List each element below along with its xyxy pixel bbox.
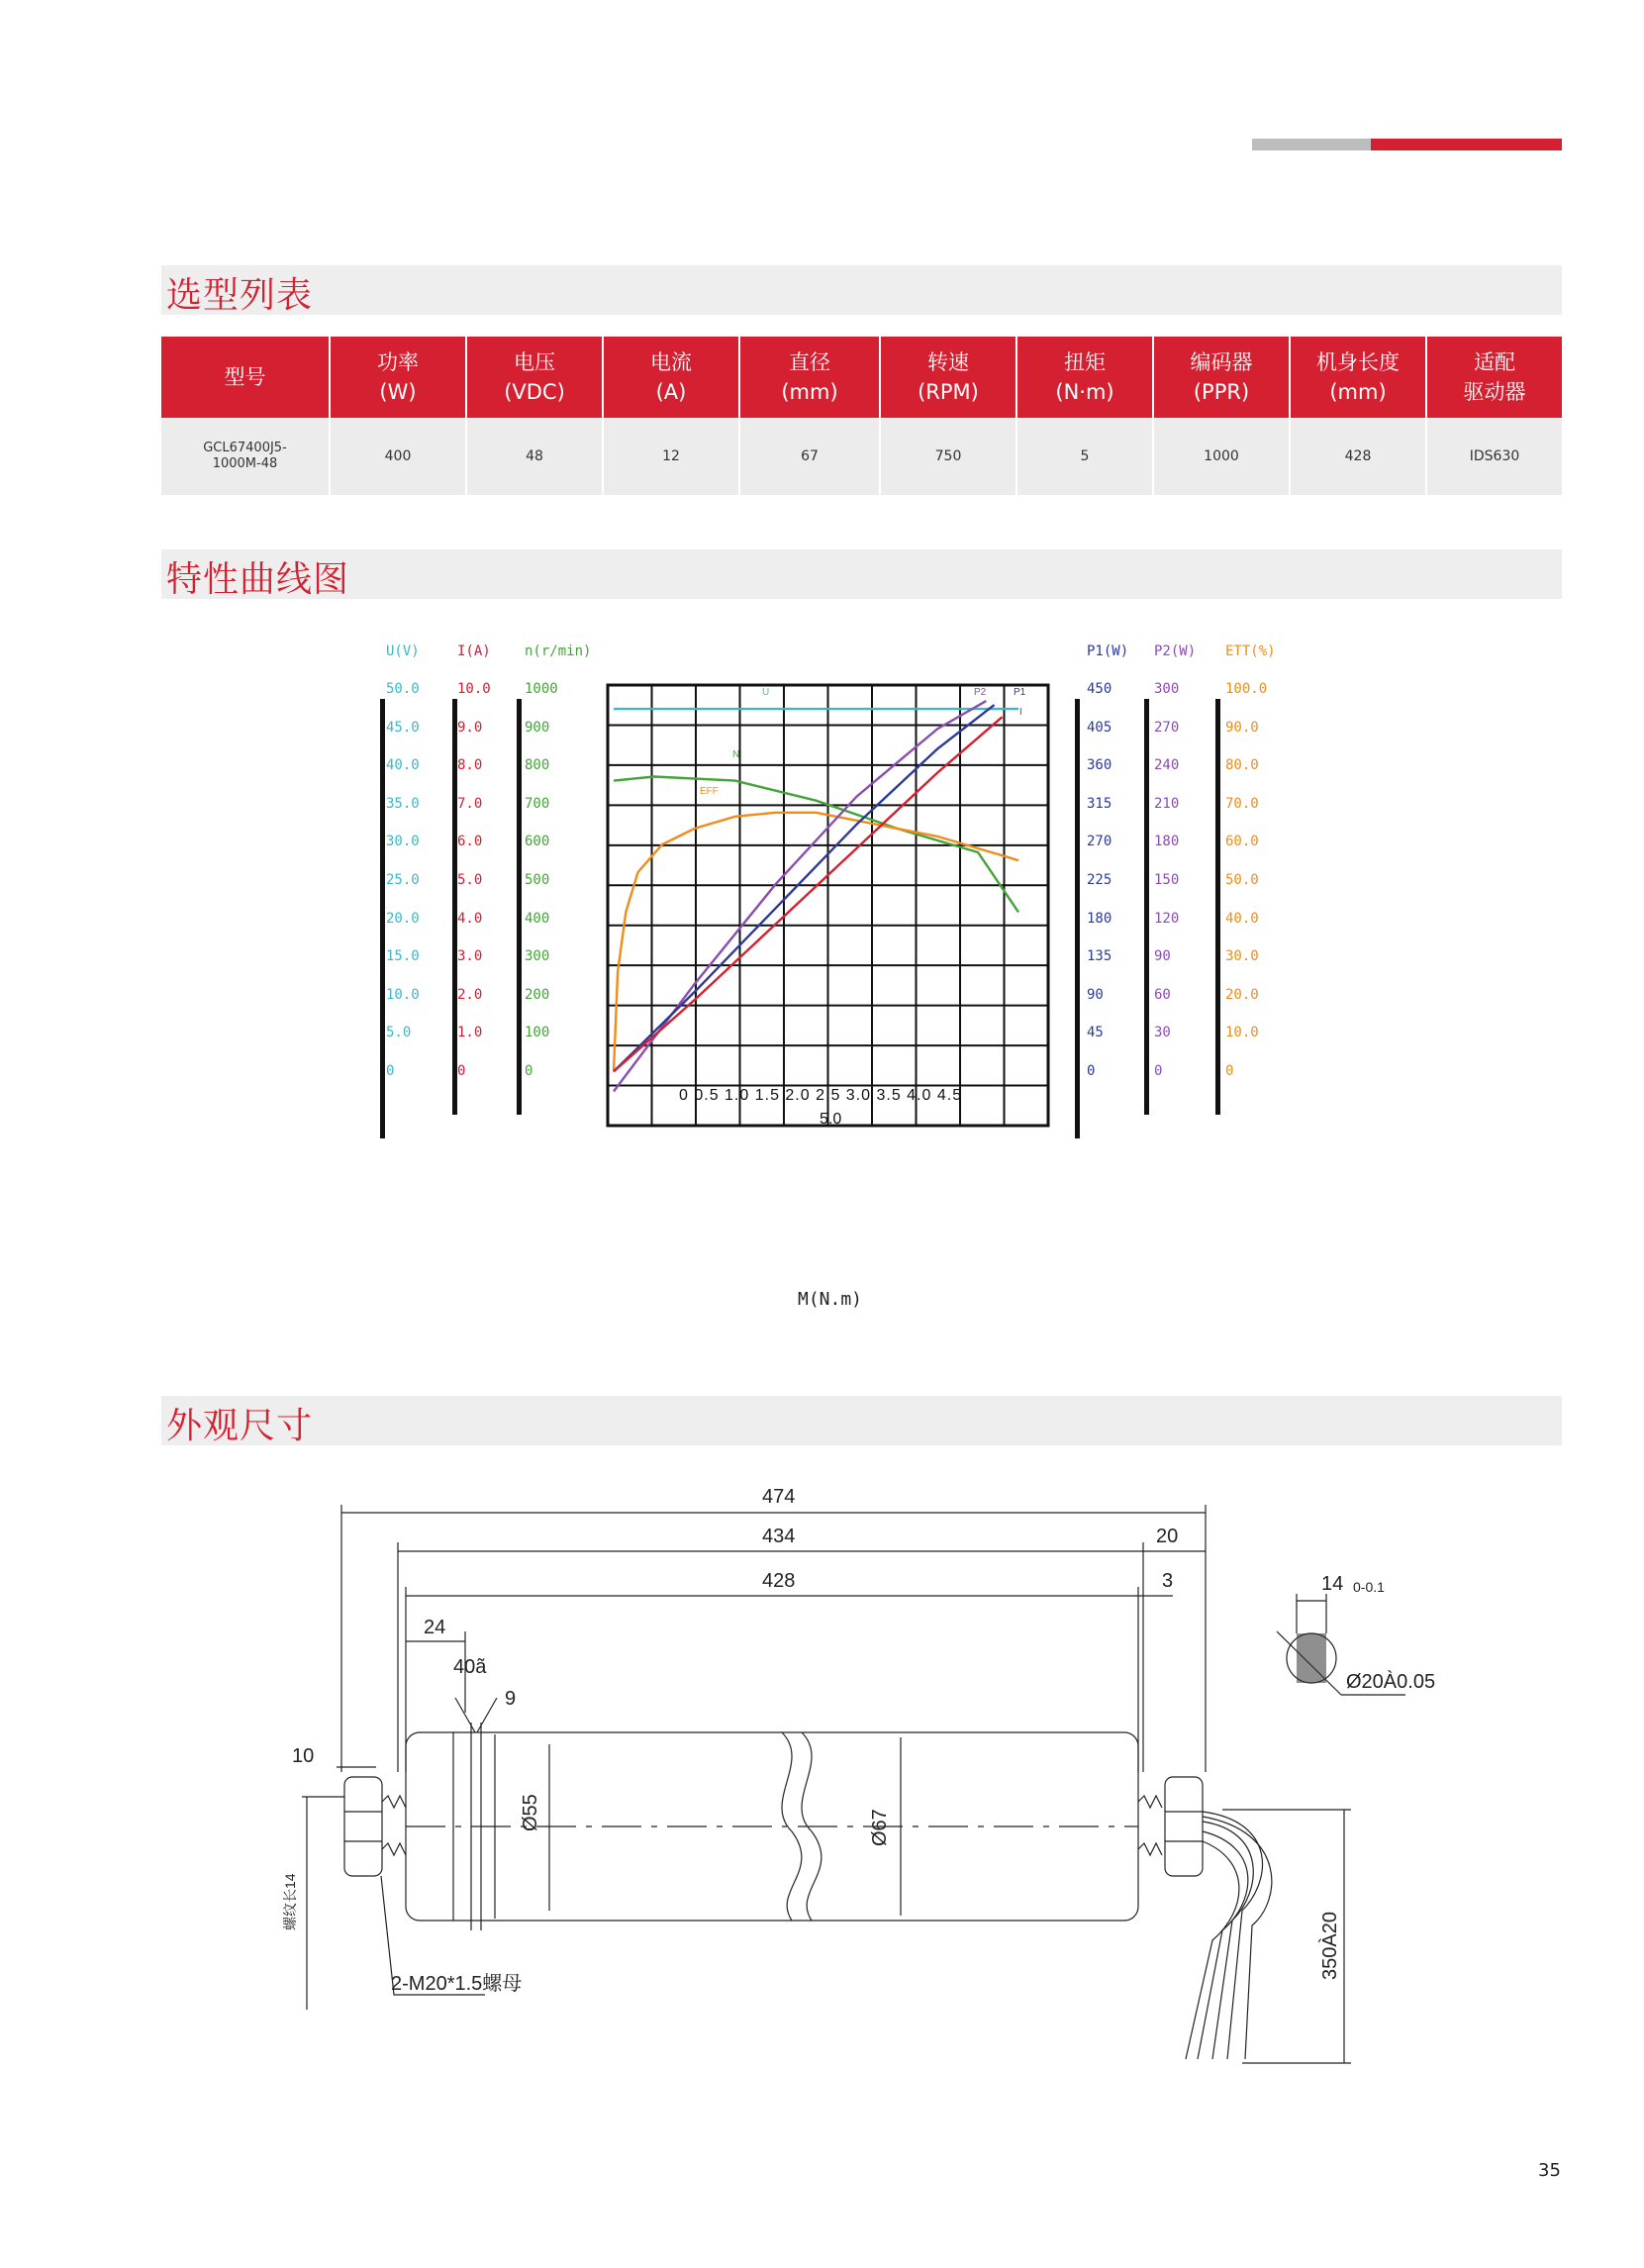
table-cell: 1000: [1153, 418, 1290, 495]
axis-tick-label: 4.0: [457, 910, 483, 927]
section-band-curves: [161, 549, 1562, 599]
axis-tick-label: 10.0: [386, 986, 420, 1003]
table-header-line2: (N·m): [1055, 380, 1114, 404]
dim-text-67: Ø67: [869, 1809, 891, 1846]
table-header-line1: 直径: [789, 350, 830, 374]
table-header-line2: (RPM): [918, 380, 979, 404]
dim-text-474: 474: [762, 1486, 796, 1508]
table-cell: 400: [330, 418, 466, 495]
axis-tick-label: 7.0: [457, 795, 483, 812]
axis-tick-label: 180: [1087, 910, 1112, 927]
axis-line: [380, 699, 385, 1138]
cable-3: [1198, 1831, 1248, 2059]
axis-tick-label: 200: [525, 986, 550, 1003]
table-header-line1: 型号: [224, 365, 266, 389]
dim-text-40: 40ã: [453, 1656, 487, 1678]
table-header-0: [161, 337, 330, 418]
axis-tick-label: 100.0: [1225, 681, 1268, 697]
model-line-1: GCL67400J5-: [203, 441, 287, 455]
table-header-3: [603, 337, 739, 418]
table-cell: 48: [466, 418, 603, 495]
dim-text-24: 24: [424, 1617, 446, 1638]
series-tag: N: [732, 749, 740, 760]
performance-chart: [606, 683, 1051, 1129]
table-header-line2: (PPR): [1193, 380, 1250, 404]
table-header-line2: 驱动器: [1463, 380, 1526, 404]
table-header-7: [1153, 337, 1290, 418]
axis-tick-label: 5.0: [386, 1025, 412, 1041]
dimension-drawing: [277, 1475, 1436, 2089]
table-header-line1: 转速: [927, 350, 969, 374]
axis-tick-label: 600: [525, 834, 550, 850]
axis-line: [1075, 699, 1080, 1138]
axis-tick-label: 225: [1087, 872, 1112, 888]
table-header-5: [880, 337, 1016, 418]
axis-tick-label: 2.0: [457, 986, 483, 1003]
table-cell: 12: [603, 418, 739, 495]
nut-label-text: 2-M20*1.5螺母: [391, 1973, 523, 1995]
axis-tick-label: 450: [1087, 681, 1112, 697]
table-header-1: [330, 337, 466, 418]
axis-tick-label: 0: [525, 1063, 533, 1079]
axis-tick-label: 50.0: [386, 681, 420, 697]
table-header-4: [739, 337, 880, 418]
series-line-i: [614, 717, 1003, 1071]
table-header-line2: (A): [655, 380, 687, 404]
table-cell: 428: [1290, 418, 1426, 495]
axis-tick-label: 300: [525, 948, 550, 965]
axis-line: [1215, 699, 1220, 1115]
axis-header: U(V): [386, 643, 420, 659]
series-tag: U: [762, 687, 770, 698]
section-band-dimensions: [161, 1396, 1562, 1445]
thread-length-text: 螺纹长14: [282, 1873, 298, 1930]
axis-tick-label: 500: [525, 872, 550, 888]
axis-tick-label: 5.0: [457, 872, 483, 888]
dim-text-55: Ø55: [520, 1794, 541, 1831]
axis-tick-label: 9.0: [457, 719, 483, 736]
axis-tick-label: 15.0: [386, 948, 420, 965]
axis-tick-label: 30.0: [386, 834, 420, 850]
series-tag: P2: [974, 687, 987, 698]
axis-tick-label: 0: [457, 1063, 466, 1079]
table-header-line2: (W): [379, 380, 417, 404]
axis-tick-label: 8.0: [457, 757, 483, 774]
series-line-eff: [614, 813, 1018, 1072]
section-title-selection: 选型列表: [166, 275, 314, 316]
dim-text-9: 9: [505, 1688, 517, 1710]
dim-text-3: 3: [1162, 1570, 1174, 1592]
dim-text-20: 20: [1156, 1526, 1179, 1547]
table-header-line1: 机身长度: [1316, 350, 1400, 374]
axis-header: I(A): [457, 643, 491, 659]
table-cell: 67: [739, 418, 880, 495]
axis-tick-label: 0: [1154, 1063, 1163, 1079]
section-band-selection: [161, 265, 1562, 315]
axis-tick-label: 70.0: [1225, 795, 1259, 812]
axis-tick-label: 90.0: [1225, 719, 1259, 736]
axis-tick-label: 40.0: [1225, 910, 1259, 927]
axis-tick-label: 10.0: [457, 681, 491, 697]
dim-text-14: 14: [1321, 1573, 1344, 1595]
axis-tick-label: 300: [1154, 681, 1180, 697]
dim-text-350: 350À20: [1319, 1912, 1341, 1980]
table-header-9: [1426, 337, 1562, 418]
x-axis-label: M(N.m): [798, 1289, 863, 1310]
axis-tick-label: 270: [1087, 834, 1112, 850]
x-tick-labels: 0 0.5 1.0 1.5 2.0 2.5 3.0 3.5 4.0 4.5: [679, 1087, 963, 1104]
dim-text-14-tol: 0-0.1: [1353, 1579, 1385, 1595]
axis-tick-label: 315: [1087, 795, 1112, 812]
series-tag: EFF: [700, 786, 719, 797]
table-cell: 750: [880, 418, 1016, 495]
table-cell-model: [161, 418, 330, 495]
axis-header: P2(W): [1154, 643, 1197, 659]
thread-right: [1138, 1796, 1162, 1808]
axis-header: n(r/min): [525, 643, 592, 659]
dim-text-434: 434: [762, 1526, 796, 1547]
model-line-2: 1000M-48: [212, 456, 278, 471]
table-row: [161, 418, 1562, 495]
thread-left: [382, 1796, 406, 1808]
axis-tick-label: 45.0: [386, 719, 420, 736]
table-header-8: [1290, 337, 1426, 418]
dim-text-shaft: Ø20À0.05: [1346, 1671, 1436, 1693]
axis-tick-label: 60.0: [1225, 834, 1259, 850]
axis-tick-label: 400: [525, 910, 550, 927]
axis-tick-label: 20.0: [1225, 986, 1259, 1003]
shaft-flat-hatch: [1297, 1633, 1326, 1683]
x-tick-label-last: 5.0: [820, 1111, 842, 1128]
table-header-line2: (mm): [781, 380, 838, 404]
axis-line: [1144, 699, 1149, 1115]
axis-tick-label: 1000: [525, 681, 558, 697]
axis-header: P1(W): [1087, 643, 1129, 659]
v-angle-right: [477, 1698, 497, 1732]
axis-tick-label: 800: [525, 757, 550, 774]
axis-tick-label: 25.0: [386, 872, 420, 888]
table-header-line1: 功率: [377, 350, 419, 374]
axis-tick-label: 360: [1087, 757, 1112, 774]
axis-tick-label: 3.0: [457, 948, 483, 965]
axis-tick-label: 0: [1225, 1063, 1234, 1079]
table-header-line1: 编码器: [1190, 350, 1253, 374]
axis-tick-label: 0: [386, 1063, 395, 1079]
axis-tick-label: 30: [1154, 1025, 1171, 1041]
axis-tick-label: 405: [1087, 719, 1112, 736]
spec-table: [161, 337, 1562, 495]
axis-tick-label: 40.0: [386, 757, 420, 774]
dim-text-10: 10: [292, 1745, 315, 1767]
axis-tick-label: 90: [1154, 948, 1171, 965]
axis-tick-label: 90: [1087, 986, 1104, 1003]
axis-tick-label: 120: [1154, 910, 1180, 927]
dim-text-428: 428: [762, 1570, 796, 1592]
axis-tick-label: 6.0: [457, 834, 483, 850]
nut-left: [344, 1777, 382, 1876]
axis-tick-label: 900: [525, 719, 550, 736]
axis-tick-label: 30.0: [1225, 948, 1259, 965]
table-header-6: [1016, 337, 1153, 418]
section-title-curves: 特性曲线图: [166, 559, 350, 600]
axis-tick-label: 700: [525, 795, 550, 812]
cable-1: [1203, 1812, 1263, 2059]
series-line-p2: [614, 701, 986, 1091]
table-header-2: [466, 337, 603, 418]
axis-tick-label: 180: [1154, 834, 1180, 850]
table-header-line1: 电压: [514, 350, 555, 374]
axis-tick-label: 210: [1154, 795, 1180, 812]
axis-tick-label: 20.0: [386, 910, 420, 927]
axis-tick-label: 0: [1087, 1063, 1096, 1079]
axis-header: ETT(%): [1225, 643, 1276, 659]
axis-tick-label: 60: [1154, 986, 1171, 1003]
axis-tick-label: 1.0: [457, 1025, 483, 1041]
table-header-line1: 适配: [1474, 350, 1515, 374]
axis-tick-label: 100: [525, 1025, 550, 1041]
table-header-line1: 扭矩: [1064, 350, 1106, 374]
table-cell: IDS630: [1426, 418, 1562, 495]
series-tag: P1: [1014, 687, 1026, 698]
axis-line: [517, 699, 522, 1115]
axis-tick-label: 240: [1154, 757, 1180, 774]
axis-tick-label: 10.0: [1225, 1025, 1259, 1041]
series-line-p1: [614, 705, 995, 1071]
table-header-row: [161, 337, 1562, 418]
table-header-line1: 电流: [650, 350, 692, 374]
axis-tick-label: 50.0: [1225, 872, 1259, 888]
table-cell: 5: [1016, 418, 1153, 495]
axis-tick-label: 135: [1087, 948, 1112, 965]
axis-line: [452, 699, 457, 1115]
axis-tick-label: 45: [1087, 1025, 1104, 1041]
axis-tick-label: 35.0: [386, 795, 420, 812]
header-gray-bar: [1252, 139, 1371, 150]
table-header-line2: (mm): [1329, 380, 1387, 404]
axis-tick-label: 270: [1154, 719, 1180, 736]
series-tag: I: [1019, 707, 1022, 718]
axis-tick-label: 80.0: [1225, 757, 1259, 774]
page-number: 35: [1538, 2160, 1561, 2181]
nut-right: [1165, 1777, 1203, 1876]
header-red-bar: [1371, 139, 1562, 150]
axis-tick-label: 150: [1154, 872, 1180, 888]
cable-2: [1203, 1822, 1253, 2059]
section-title-dimensions: 外观尺寸: [166, 1406, 314, 1446]
table-header-line2: (VDC): [504, 380, 565, 404]
